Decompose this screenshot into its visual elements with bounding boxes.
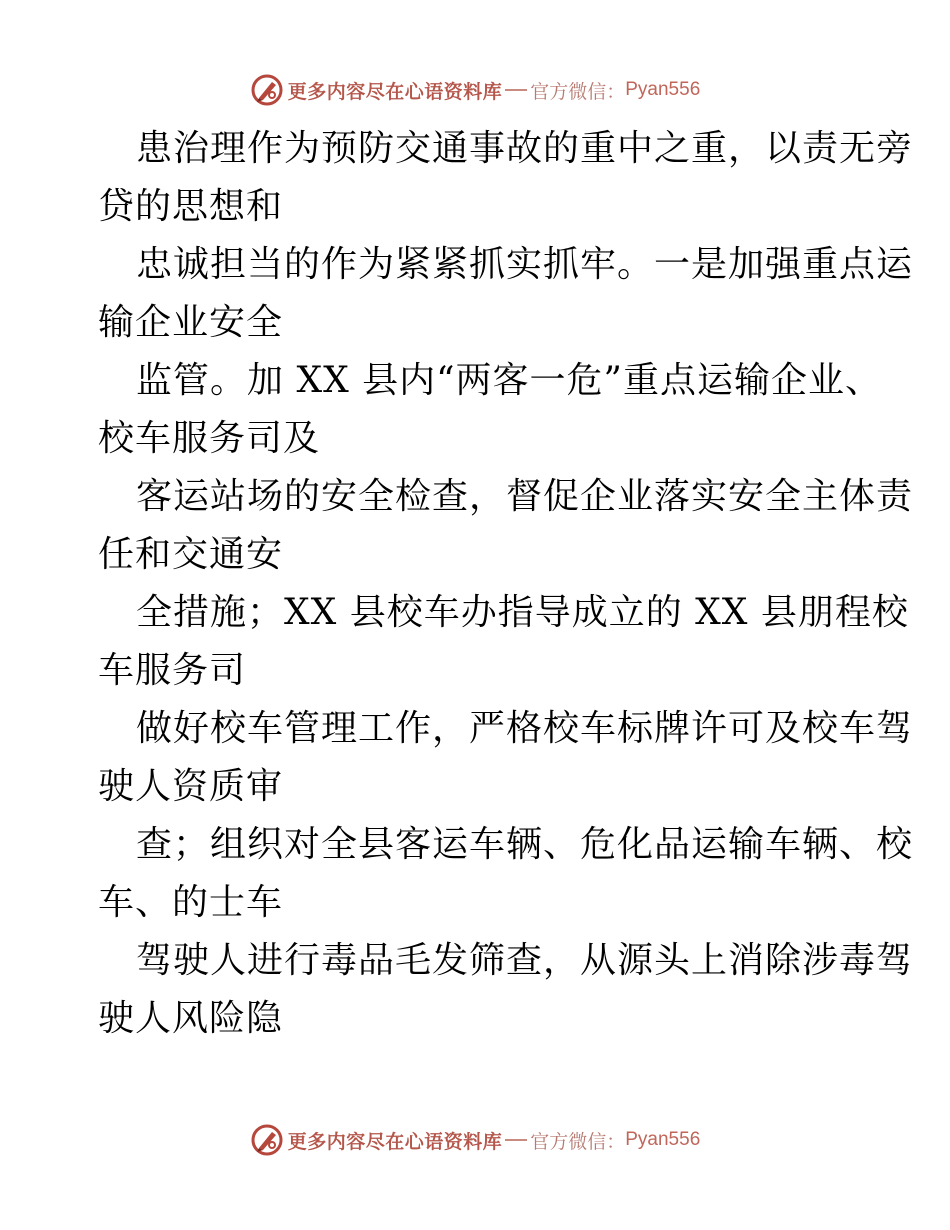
- watermark-label: 官方微信：: [530, 80, 626, 103]
- paragraph-line: 查；组织对全县客运车辆、危化品运输车辆、校: [136, 824, 914, 865]
- paragraph-line: 客运站场的安全检查，督促企业落实安全主体责: [136, 476, 914, 517]
- header-watermark: [0, 70, 950, 110]
- watermark-brand: 更多内容尽在心语资料库: [287, 1130, 503, 1153]
- paragraph-line: 车服务司: [98, 650, 247, 691]
- watermark-brand: 更多内容尽在心语资料库: [287, 80, 503, 103]
- paragraph-line: 全措施；XX 县校车办指导成立的 XX 县朋程校: [136, 592, 909, 633]
- paragraph-line: 忠诚担当的作为紧紧抓实抓牢。一是加强重点运: [136, 244, 914, 285]
- paragraph-line: 驶人资质审: [98, 766, 284, 807]
- paragraph-line: 输企业安全: [98, 302, 284, 343]
- pen-logo-icon: [250, 73, 284, 107]
- paragraph-line: 贷的思想和: [98, 186, 284, 227]
- footer-watermark: [0, 1120, 950, 1160]
- paragraph-line: 车、的士车: [98, 882, 284, 923]
- watermark-separator: [505, 89, 527, 91]
- watermark-separator: [505, 1139, 527, 1141]
- paragraph-line: 驾驶人进行毒品毛发筛查，从源头上消除涉毒驾: [136, 940, 914, 981]
- paragraph-line: 校车服务司及: [98, 418, 321, 459]
- paragraph-line: 驶人风险隐: [98, 998, 284, 1039]
- watermark-id: Pyan556: [625, 79, 701, 100]
- pen-logo-icon: [250, 1123, 284, 1157]
- watermark-label: 官方微信：: [530, 1130, 626, 1153]
- paragraph-line: 任和交通安: [98, 534, 284, 575]
- document-body: [98, 120, 914, 1048]
- paragraph-line: 监管。加 XX 县内“两客一危”重点运输企业、: [136, 360, 882, 401]
- paragraph-line: 做好校车管理工作，严格校车标牌许可及校车驾: [136, 708, 914, 749]
- watermark-id: Pyan556: [625, 1129, 701, 1150]
- paragraph-line: 患治理作为预防交通事故的重中之重，以责无旁: [136, 128, 914, 169]
